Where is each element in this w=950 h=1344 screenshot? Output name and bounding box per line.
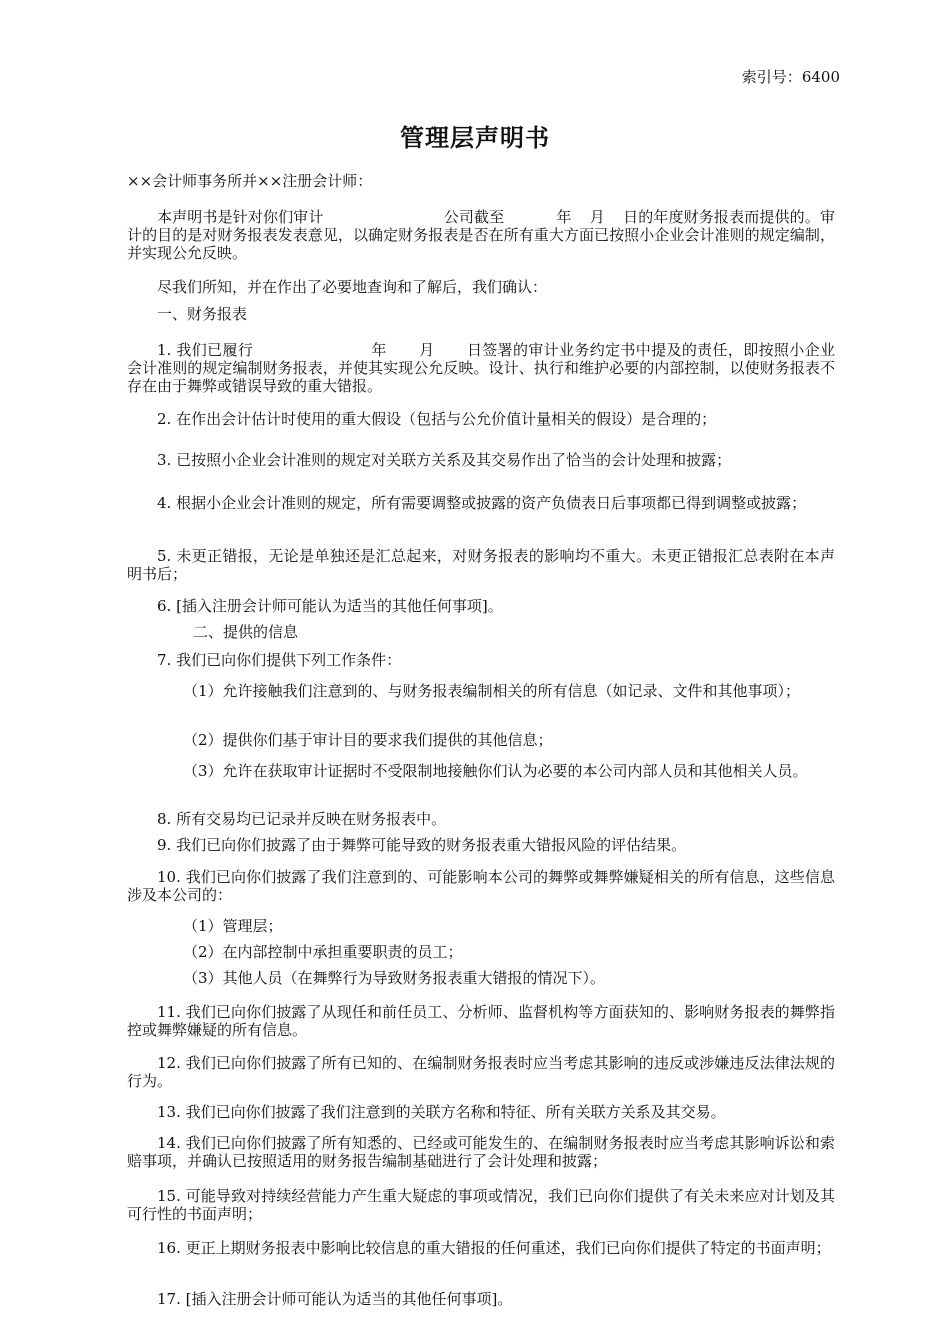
item-7-1: （1）允许接触我们注意到的、与财务报表编制相关的所有信息（如记录、文件和其他事项）； (183, 682, 801, 700)
index-value: 6400 (801, 68, 840, 86)
item-14: 14. 我们已向你们披露了所有知悉的、已经或可能发生的、在编制财务报表时应当考虑其影响诉讼和索赔事项，并确认已按照适用的财务报告编制基础进行了会计处理和披露； (127, 1134, 835, 1170)
item-17: 17. [插入注册会计师可能认为适当的其他任何事项]。 (157, 1290, 513, 1308)
item-10-2: （2）在内部控制中承担重要职责的员工； (183, 943, 463, 961)
item-10-3: （3）其他人员（在舞弊行为导致财务报表重大错报的情况下）。 (183, 969, 606, 987)
item-9: 9. 我们已向你们披露了由于舞弊可能导致的财务报表重大错报风险的评估结果。 (157, 836, 687, 854)
item-7-3: （3）允许在获取审计证据时不受限制地接触你们认为必要的本公司内部人员和其他相关人员。 (183, 762, 808, 780)
item-4: 4. 根据小企业会计准则的规定，所有需要调整或披露的资产负债表日后事项都已得到调整或披露； (157, 494, 807, 512)
item-7-2: （2）提供你们基于审计目的要求我们提供的其他信息； (183, 731, 553, 749)
salutation: ××会计师事务所并××注册会计师： (127, 172, 373, 190)
item-15: 15. 可能导致对持续经营能力产生重大疑虑的事项或情况，我们已向你们提供了有关未来应对计划及其可行性的书面声明； (127, 1187, 835, 1223)
confirm-paragraph: 尽我们所知，并在作出了必要地查询和了解后，我们确认： (157, 278, 548, 296)
page-title: 管理层声明书 (400, 123, 550, 152)
item-12: 12. 我们已向你们披露了所有已知的、在编制财务报表时应当考虑其影响的违反或涉嫌违反法律法规的行为。 (127, 1054, 835, 1090)
item-10: 10. 我们已向你们披露了我们注意到的、可能影响本公司的舞弊或舞弊嫌疑相关的所有信息，这些信息涉及本公司的： (127, 868, 835, 904)
intro-paragraph: 本声明书是针对你们审计 公司截至 年 月 日的年度财务报表而提供的。审计的目的是对财务报表发表意见，以确定财务报表是否在所有重大方面已按照小企业会计准则的规定编制，并实现公允反映。 (127, 208, 835, 262)
index-label: 索引号： (741, 68, 802, 86)
item-3: 3. 已按照小企业会计准则的规定对关联方关系及其交易作出了恰当的会计处理和披露； (157, 451, 732, 469)
item-2: 2. 在作出会计估计时使用的重大假设（包括与公允价值计量相关的假设）是合理的； (157, 410, 717, 428)
item-5: 5. 未更正错报，无论是单独还是汇总起来，对财务报表的影响均不重大。未更正错报汇总表附在本声明书后； (127, 547, 835, 583)
item-13: 13. 我们已向你们披露了我们注意到的关联方名称和特征、所有关联方关系及其交易。 (157, 1103, 726, 1121)
item-1: 1. 我们已履行 年 月 日签署的审计业务约定书中提及的责任，即按照小企业会计准则的规定编制财务报表，并使其实现公允反映。设计、执行和维护必要的内部控制，以使财务报表不存在由于舞弊或错误导致的重大错报。 (127, 341, 835, 395)
section-heading-information-provided: 二、提供的信息 (193, 623, 299, 641)
index-number (742, 66, 840, 87)
item-16: 16. 更正上期财务报表中影响比较信息的重大错报的任何重述，我们已向你们提供了特定的书面声明； (157, 1239, 831, 1257)
item-6: 6. [插入注册会计师可能认为适当的其他任何事项]。 (157, 597, 503, 615)
item-7: 7. 我们已向你们提供下列工作条件： (157, 651, 402, 669)
section-heading-financial-statements: 一、财务报表 (157, 305, 248, 323)
item-8: 8. 所有交易均已记录并反映在财务报表中。 (157, 810, 447, 828)
item-11: 11. 我们已向你们披露了从现任和前任员工、分析师、监督机构等方面获知的、影响财务报表的舞弊指控或舞弊嫌疑的所有信息。 (127, 1003, 835, 1039)
item-10-1: （1）管理层； (183, 917, 283, 935)
